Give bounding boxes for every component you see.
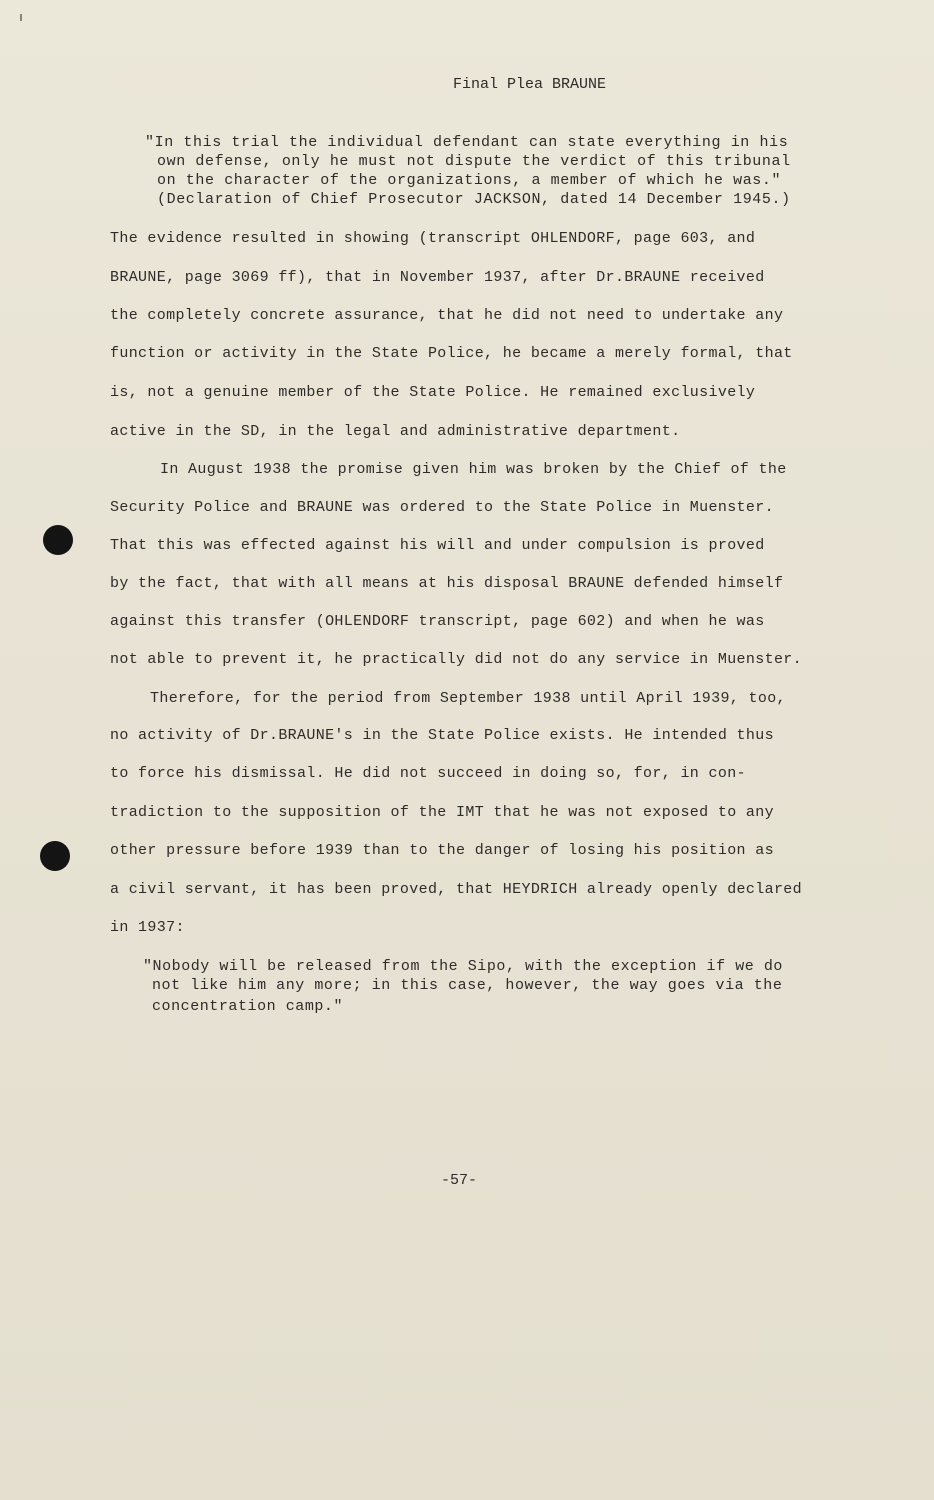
text-line: active in the SD, in the legal and administrative department. bbox=[110, 423, 681, 440]
text-line: function or activity in the State Police, he became a merely formal, that bbox=[110, 345, 793, 362]
quote-line: "In this trial the individual defendant can state everything in his bbox=[145, 134, 789, 151]
text-line: is, not a genuine member of the State Police. He remained exclusively bbox=[110, 384, 756, 401]
text-line: The evidence resulted in showing (transcript OHLENDORF, page 603, and bbox=[110, 230, 756, 247]
text-line: by the fact, that with all means at his disposal BRAUNE defended himself bbox=[110, 575, 784, 592]
text-line: Security Police and BRAUNE was ordered to the State Police in Muenster. bbox=[110, 499, 774, 516]
text-line: Therefore, for the period from September 1938 until April 1939, too, bbox=[150, 690, 786, 707]
text-line: against this transfer (OHLENDORF transcript, page 602) and when he was bbox=[110, 613, 765, 630]
margin-mark bbox=[20, 14, 22, 21]
quote-line: concentration camp." bbox=[152, 998, 344, 1015]
quote-line: own defense, only he must not dispute the verdict of this tribunal bbox=[157, 153, 791, 170]
text-line: no activity of Dr.BRAUNE's in the State Police exists. He intended thus bbox=[110, 727, 774, 744]
text-line: BRAUNE, page 3069 ff), that in November 1937, after Dr.BRAUNE received bbox=[110, 269, 765, 286]
text-line: In August 1938 the promise given him was broken by the Chief of the bbox=[160, 461, 787, 478]
text-line: in 1937: bbox=[110, 919, 185, 936]
text-line: the completely concrete assurance, that he did not need to undertake any bbox=[110, 307, 784, 324]
quote-line: on the character of the organizations, a member of which he was." bbox=[157, 172, 782, 189]
punch-hole bbox=[43, 525, 73, 555]
page-number: -57- bbox=[441, 1172, 478, 1189]
page-header: Final Plea BRAUNE bbox=[453, 76, 607, 93]
text-line: not able to prevent it, he practically did not do any service in Muenster. bbox=[110, 651, 803, 668]
quote-line: "Nobody will be released from the Sipo, with the exception if we do bbox=[143, 958, 783, 975]
quote-line: not like him any more; in this case, however, the way goes via the bbox=[152, 977, 783, 994]
punch-hole bbox=[40, 841, 70, 871]
text-line: other pressure before 1939 than to the danger of losing his position as bbox=[110, 842, 774, 859]
text-line: tradiction to the supposition of the IMT that he was not exposed to any bbox=[110, 804, 774, 821]
text-line: to force his dismissal. He did not succeed in doing so, for, in con- bbox=[110, 765, 746, 782]
text-line: a civil servant, it has been proved, that HEYDRICH already openly declared bbox=[110, 881, 803, 898]
text-line: That this was effected against his will and under compulsion is proved bbox=[110, 537, 765, 554]
quote-line: (Declaration of Chief Prosecutor JACKSON, dated 14 December 1945.) bbox=[157, 191, 791, 208]
